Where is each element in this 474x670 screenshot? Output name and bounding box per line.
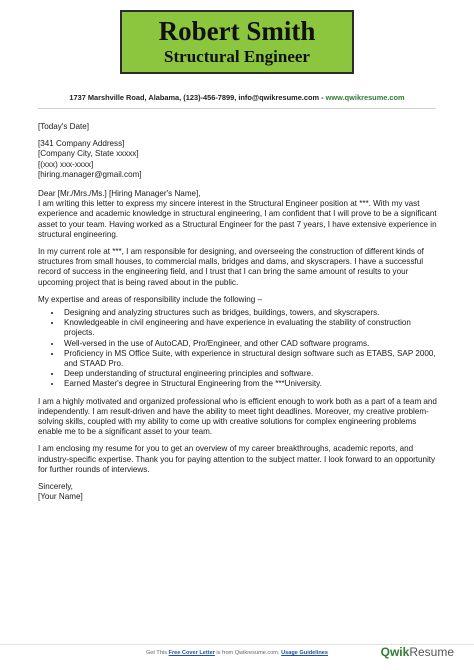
list-item: • Knowledgeable in civil engineering and have experience in evaluating the stability of construction projects. xyxy=(62,318,438,338)
name-banner xyxy=(120,10,354,74)
list-item: • Earned Master's degree in Structural Engineering from the ***University. xyxy=(62,379,438,389)
brand-logo-q: Qwik xyxy=(380,645,410,659)
contact-line xyxy=(0,93,474,102)
applicant-name: Robert Smith xyxy=(158,16,316,46)
paragraph-closing: I am enclosing my resume for you to get an overview of my career breakthroughs, academic reports, and industry-specific expertise. Thank you for paying attention to the subject matter. I look forward to an opportunity for further rounds of interviews. xyxy=(38,444,436,474)
address-line: [341 Company Address] xyxy=(38,139,125,149)
address-line: [Company City, State xxxxx] xyxy=(38,149,139,159)
job-title: Structural Engineer xyxy=(164,47,310,66)
address-line: [hiring.manager@gmail.com] xyxy=(38,169,142,179)
contact-details: 1737 Marshville Road, Alabama, (123)-456-7899, info@qwikresume.com - xyxy=(69,93,326,102)
website-link[interactable]: www.qwikresume.com xyxy=(325,93,405,102)
paragraph-current-role: In my current role at ***, I am responsible for designing, and overseeing the construction of different kinds of structures from small houses, to commercial malls, bridges and dams, and skyscrapers. I have a successful record of success in the engineering field, and I trust that I can bring the same amount of results to your upcoming project that is being raved about in the public. xyxy=(38,247,424,287)
expertise-list xyxy=(38,308,438,390)
address-line: [(xxx) xxx-xxxx] xyxy=(38,159,94,169)
letter-date: [Today's Date] xyxy=(38,122,90,131)
letter-body xyxy=(38,122,438,503)
footer-middle: is from Qwikresume.com. xyxy=(214,650,282,656)
salutation: Dear [Mr./Mrs./Ms.] [Hiring Manager's Name], xyxy=(38,189,201,199)
paragraph-intro: I am writing this letter to express my sincere interest in the Structural Engineer position at ***. With my vast experience and academic knowledge in structural engineering, I am confident that I will prove to be a significant asset to your team. Having worked as a Structural Engineer for the past 7 years, I have extensive experience in structural engineering. xyxy=(38,199,437,239)
list-item: • Deep understanding of structural engineering principles and software. xyxy=(62,369,438,379)
free-cover-letter-link[interactable]: Free Cover Letter xyxy=(168,650,215,656)
list-item: • Designing and analyzing structures such as bridges, buildings, towers, and skyscrapers. xyxy=(62,308,438,318)
signature: [Your Name] xyxy=(38,492,83,502)
divider xyxy=(38,108,436,109)
footer-prefix: Get This xyxy=(145,650,169,656)
brand-logo-r: Resume xyxy=(409,645,454,659)
list-intro: My expertise and areas of responsibility include the following – xyxy=(38,294,263,304)
brand-logo xyxy=(381,645,454,659)
list-item: • Proficiency in MS Office Suite, with experience in structural design software such as ETABS, SAP 2000, and STAAD Pro. xyxy=(62,349,438,369)
closing: Sincerely, xyxy=(38,482,73,492)
list-item: • Well-versed in the use of AutoCAD, Pro/Engineer, and other CAD software programs. xyxy=(62,339,438,349)
paragraph-qualities: I am a highly motivated and organized professional who is efficient enough to work both as a part of a team and independently. I am result-driven and have the ability to meet tight deadlines. Moreover, my creative problem-solving skills, coupled with my ability to come up with creative solutions for complex engineering problems enable me to be a significant asset to your team. xyxy=(38,396,437,437)
usage-guidelines-link[interactable]: Usage Guidelines xyxy=(281,650,329,656)
